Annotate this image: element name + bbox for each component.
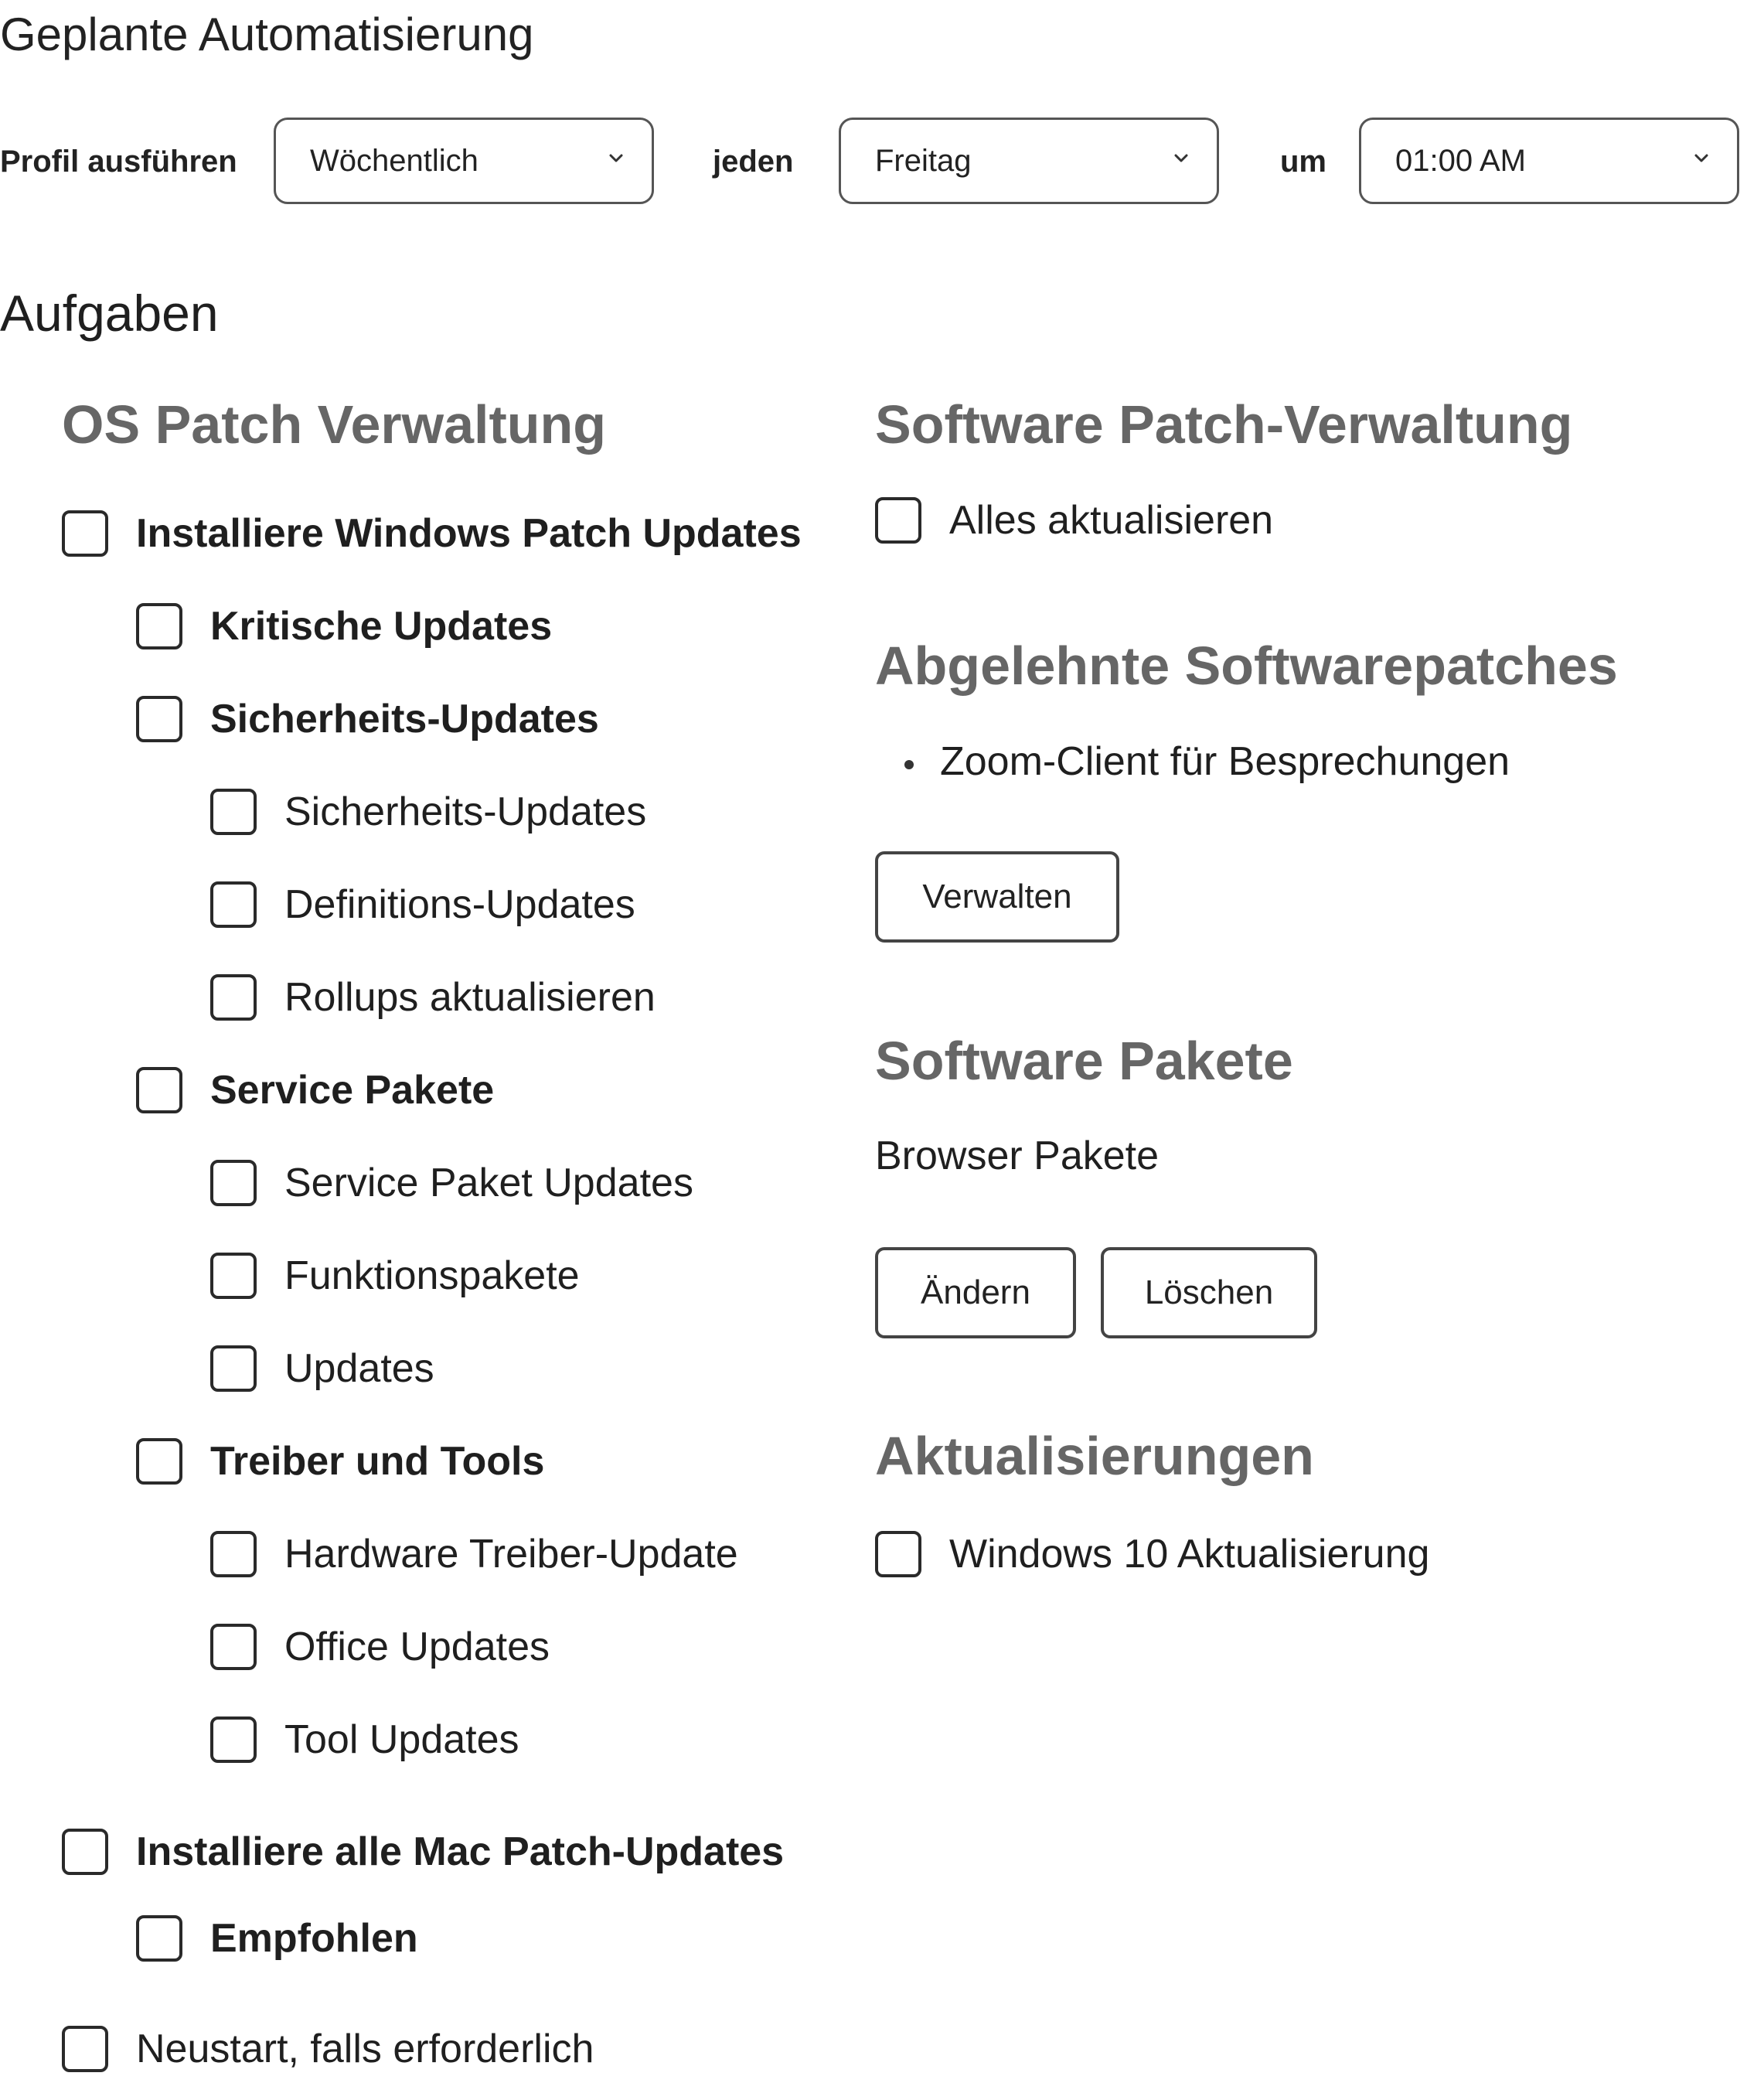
checkbox-label: Empfohlen [210, 1916, 418, 1961]
checkbox-label: Installiere alle Mac Patch-Updates [136, 1829, 785, 1874]
checkbox-label: Windows 10 Aktualisierung [949, 1532, 1430, 1577]
declined-patch-item: Zoom-Client für Besprechungen [940, 739, 1510, 784]
checkbox[interactable] [210, 1253, 257, 1299]
every-label: jeden [713, 145, 794, 179]
upgrades-title: Aktualisierungen [875, 1426, 1314, 1486]
checkbox-label: Updates [284, 1346, 434, 1391]
checkbox[interactable] [136, 1067, 182, 1113]
delete-button[interactable]: Löschen [1101, 1247, 1317, 1338]
page-title: Geplante Automatisierung [0, 9, 534, 60]
checkbox-label: Hardware Treiber-Update [284, 1532, 738, 1577]
checkbox[interactable] [875, 1531, 921, 1577]
checkbox[interactable] [210, 1624, 257, 1670]
at-label: um [1280, 145, 1326, 179]
checkbox[interactable] [210, 1160, 257, 1206]
checkbox-label: Definitions-Updates [284, 882, 635, 927]
checkbox[interactable] [210, 974, 257, 1021]
checkbox-label: Neustart, falls erforderlich [136, 2027, 594, 2071]
software-patch-title: Software Patch-Verwaltung [875, 394, 1573, 455]
checkbox-label: Tool Updates [284, 1717, 519, 1762]
checkbox-label: Office Updates [284, 1624, 550, 1669]
checkbox-label: Sicherheits-Updates [210, 697, 599, 741]
checkbox-label: Sicherheits-Updates [284, 789, 647, 834]
frequency-select-value: Wöchentlich [310, 144, 478, 178]
time-select[interactable] [1359, 118, 1739, 204]
checkbox-label: Rollups aktualisieren [284, 975, 656, 1020]
day-select-value: Freitag [875, 144, 972, 178]
checkbox[interactable] [62, 1829, 108, 1875]
checkbox-label: Installiere Windows Patch Updates [136, 511, 802, 556]
frequency-select[interactable] [274, 118, 654, 204]
bullet-icon [904, 760, 914, 769]
checkbox[interactable] [136, 603, 182, 649]
checkbox[interactable] [210, 1345, 257, 1392]
chevron-down-icon [1172, 149, 1190, 168]
run-profile-label: Profil ausführen [0, 145, 237, 179]
checkbox[interactable] [136, 1438, 182, 1485]
checkbox-label: Service Pakete [210, 1068, 495, 1113]
checkbox[interactable] [62, 2026, 108, 2072]
software-packages-title: Software Pakete [875, 1031, 1293, 1091]
day-select[interactable] [839, 118, 1219, 204]
checkbox[interactable] [136, 1915, 182, 1962]
checkbox-label: Alles aktualisieren [949, 498, 1274, 543]
checkbox-label: Service Paket Updates [284, 1161, 693, 1205]
checkbox[interactable] [210, 881, 257, 928]
declined-patches-title: Abgelehnte Softwarepatches [875, 636, 1618, 696]
checkbox[interactable] [210, 1716, 257, 1763]
checkbox-label: Funktionspakete [284, 1253, 580, 1298]
schedule-row [0, 116, 1742, 207]
checkbox-label: Treiber und Tools [210, 1439, 545, 1484]
package-name: Browser Pakete [875, 1134, 1160, 1178]
chevron-down-icon [607, 149, 625, 168]
chevron-down-icon [1692, 149, 1711, 168]
checkbox[interactable] [62, 510, 108, 557]
time-select-value: 01:00 AM [1395, 144, 1527, 178]
checkbox[interactable] [210, 789, 257, 835]
checkbox[interactable] [136, 696, 182, 742]
checkbox[interactable] [875, 497, 921, 544]
edit-button[interactable]: Ändern [875, 1247, 1076, 1338]
manage-button[interactable]: Verwalten [875, 851, 1119, 943]
tasks-title: Aufgaben [0, 285, 219, 342]
os-patch-title: OS Patch Verwaltung [62, 394, 607, 455]
checkbox-label: Kritische Updates [210, 604, 553, 649]
checkbox[interactable] [210, 1531, 257, 1577]
